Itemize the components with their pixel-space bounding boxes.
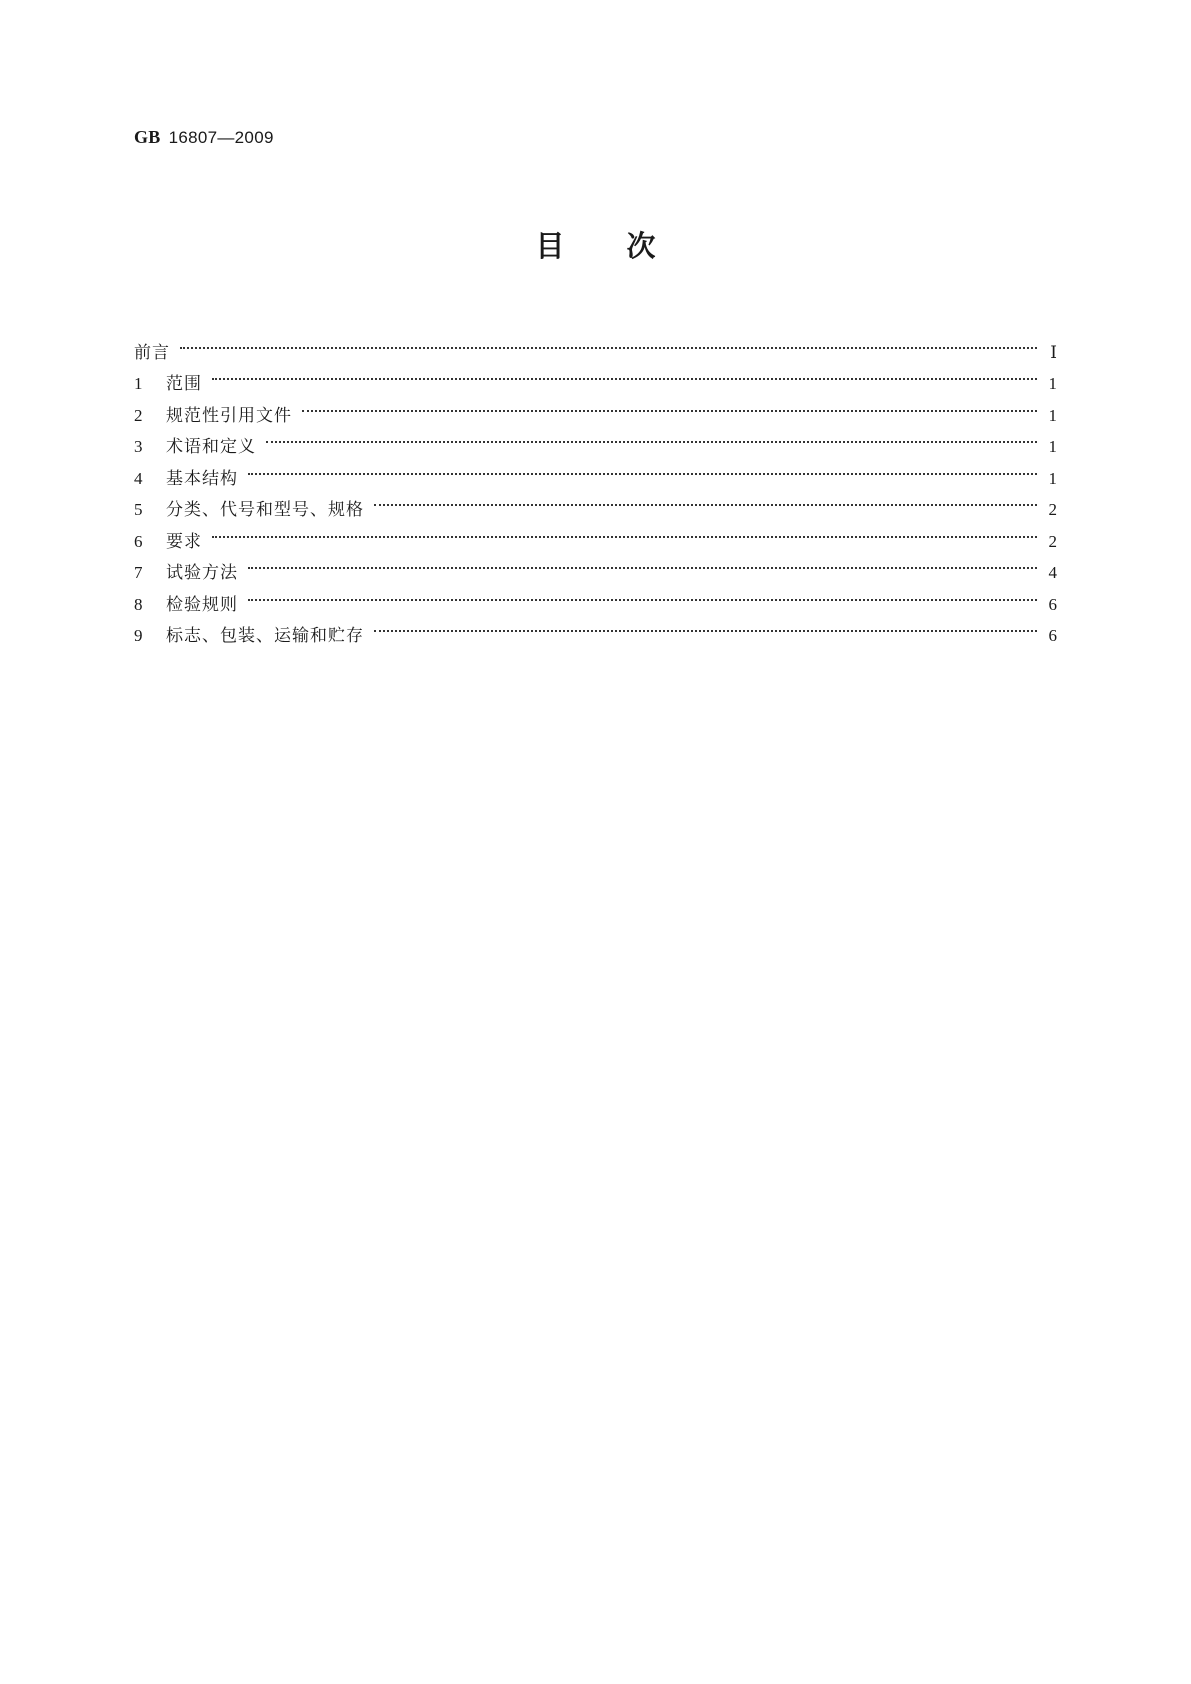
toc-entry-number: 2: [134, 405, 143, 425]
toc-entry-page: 6: [1048, 626, 1057, 645]
toc-entry-number: 1: [134, 374, 143, 393]
toc-entry-label: 前言: [134, 342, 170, 363]
standard-prefix: GB: [134, 127, 161, 147]
table-of-contents: [134, 326, 1057, 646]
toc-title-char-1: 目: [535, 229, 565, 263]
toc-entry-label: 范围: [166, 374, 202, 394]
toc-dot-leader: [180, 326, 1037, 358]
toc-entry-foreword[interactable]: [134, 326, 1057, 363]
toc-entry-page: 4: [1048, 563, 1057, 582]
toc-dot-leader: [248, 578, 1037, 610]
toc-entry-9[interactable]: [134, 610, 1057, 646]
toc-entry-page: 2: [1048, 500, 1057, 519]
toc-entry-page: 6: [1048, 594, 1057, 614]
toc-dot-leader: [212, 515, 1037, 547]
toc-dot-leader: [374, 610, 1037, 642]
toc-entry-label: 标志、包装、运输和贮存: [166, 626, 364, 646]
toc-entry-number: 7: [134, 563, 143, 582]
toc-title-char-2: 次: [626, 229, 656, 263]
toc-entry-number: 5: [134, 500, 143, 519]
standard-number: 16807—2009: [168, 128, 274, 147]
toc-title: [0, 228, 1191, 264]
toc-dot-leader: [374, 484, 1037, 516]
toc-entry-page: Ⅰ: [1050, 342, 1057, 362]
toc-entry-5[interactable]: [134, 484, 1057, 520]
toc-entry-number: 6: [134, 531, 143, 551]
toc-entry-number: 3: [134, 437, 143, 456]
toc-dot-leader: [248, 452, 1037, 484]
toc-entry-label: 基本结构: [166, 468, 238, 489]
toc-entry-2[interactable]: [134, 389, 1057, 426]
toc-entry-6[interactable]: [134, 515, 1057, 552]
toc-entry-label: 要求: [166, 531, 202, 552]
toc-entry-number: 4: [134, 468, 143, 488]
toc-entry-label: 分类、代号和型号、规格: [166, 500, 364, 520]
toc-dot-leader: [266, 421, 1037, 453]
toc-entry-label: 规范性引用文件: [166, 405, 292, 426]
toc-entry-page: 1: [1048, 405, 1057, 425]
toc-entry-3[interactable]: [134, 421, 1057, 457]
toc-entry-label: 术语和定义: [166, 437, 256, 457]
toc-entry-label: 检验规则: [166, 594, 238, 615]
toc-entry-4[interactable]: [134, 452, 1057, 489]
toc-entry-page: 1: [1048, 437, 1057, 456]
toc-entry-page: 1: [1048, 374, 1057, 393]
toc-entry-page: 1: [1048, 468, 1057, 488]
toc-entry-page: 2: [1048, 531, 1057, 551]
toc-entry-number: 8: [134, 594, 143, 614]
toc-dot-leader: [248, 547, 1037, 579]
toc-entry-label: 试验方法: [166, 563, 238, 583]
toc-entry-7[interactable]: [134, 547, 1057, 583]
toc-entry-8[interactable]: [134, 578, 1057, 615]
toc-dot-leader: [302, 389, 1037, 421]
toc-dot-leader: [212, 358, 1037, 390]
toc-entry-number: 9: [134, 626, 143, 645]
toc-entry-1[interactable]: [134, 358, 1057, 394]
standard-identifier: [134, 127, 274, 148]
